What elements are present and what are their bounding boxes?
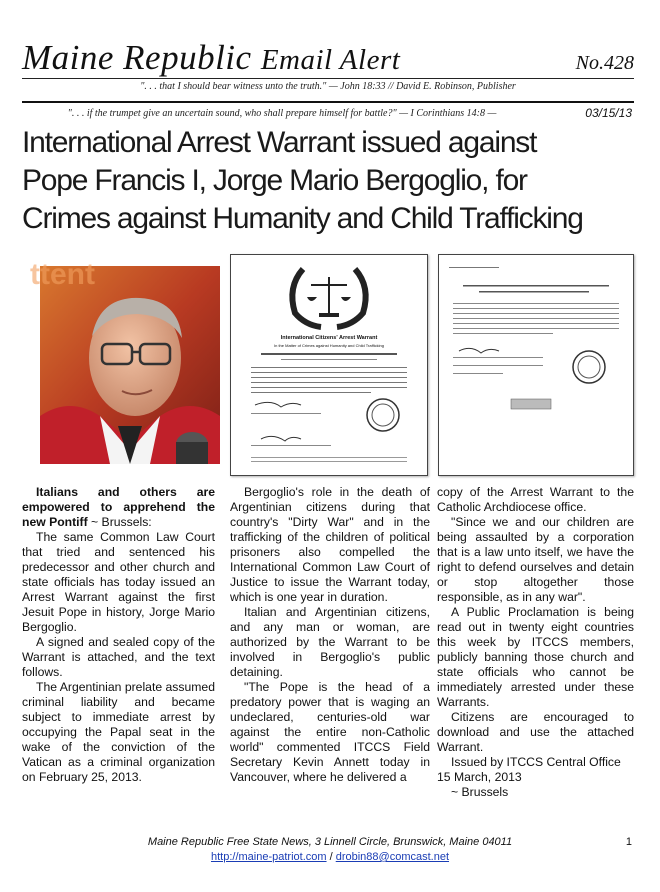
title-text: Maine Republic — [22, 38, 252, 77]
issue-date: 03/15/13 — [585, 106, 632, 120]
footer-address: Maine Republic Free State News, 3 Linnell Circle, Brunswick, Maine 04011 — [147, 836, 513, 848]
warrant-title: International Citizens' Arrest Warrant — [280, 335, 378, 341]
lead-paragraph — [22, 485, 215, 530]
masthead-quote: ". . . that I should bear witness unto the truth." — John 18:33 // David E. Robinson, Publisher — [140, 81, 516, 92]
paragraph: The Argentinian prelate assumed criminal liability and became subject to immediate arrest by occupying the Papal seat in the wake of the conviction of the Vatican as a criminal organization on February 25, 2013. — [22, 680, 215, 784]
email-link[interactable]: drobin88@comcast.net — [335, 851, 450, 863]
headline-line-3: Crimes against Humanity and Child Trafficking — [22, 202, 583, 235]
signoff-issuer: Issued by ITCCS Central Office — [451, 755, 621, 769]
article-column-2 — [230, 485, 430, 785]
headline-line-2: Pope Francis I, Jorge Mario Bergoglio, for — [22, 164, 527, 197]
article-column-3 — [437, 485, 634, 800]
svg-text:ttent: ttent — [30, 258, 95, 291]
epigraph-quote: ". . . if the trumpet give an uncertain sound, who shall prepare himself for battle?" — I Corinthians 14:8 — — [67, 108, 497, 119]
headline-line-1: International Arrest Warrant issued against — [22, 126, 537, 159]
issue-number: No.428 — [575, 52, 634, 74]
paragraph: "The Pope is the head of a predatory power that is waging an undeclared, centuries-old war against the entire non-Catholic world" commented ITCCS Field Secretary Kevin Annett today in Vancouver, where he delivered a — [230, 680, 430, 784]
paragraph: Italian and Argentinian citizens, and any man or woman, are authorized by the Warrant to be involved in Bergoglio's public detaining. — [230, 605, 430, 679]
link-separator: / — [326, 851, 336, 863]
paragraph: copy of the Arrest Warrant to the Catholic Archdiocese office. — [437, 485, 634, 514]
warrant-subtitle: In the Matter of Crimes against Humanity and Child Trafficking — [274, 343, 384, 348]
portrait-illustration — [30, 258, 220, 464]
cover-page-illustration — [439, 255, 633, 475]
footer-links — [0, 851, 660, 863]
website-link[interactable]: http://maine-patriot.com — [210, 851, 327, 863]
paragraph: A Public Proclamation is being read out in twenty eight countries this week by ITCCS members, publicly banning those church and state officials who cannot be immediately arrested under these Warrants. — [437, 605, 634, 709]
lead-dateline: ~ Brussels: — [87, 515, 152, 529]
masthead — [22, 38, 634, 80]
warrant-cover-document — [438, 254, 634, 476]
arrest-warrant-document — [230, 254, 428, 476]
paragraph: The same Common Law Court that tried and sentenced his predecessor and other church and state officials has today issued an Arrest Warrant against the first Jesuit Pope in history, Jorge Mario Bergoglio. — [22, 530, 215, 634]
paragraph: Citizens are encouraged to download and use the attached Warrant. — [437, 710, 634, 754]
page-number: 1 — [625, 836, 632, 848]
signoff-date: 15 March, 2013 — [437, 770, 522, 784]
signoff-place: ~ Brussels — [451, 785, 509, 799]
subtitle-text: Email Alert — [260, 44, 401, 76]
paragraph: "Since we and our children are being assaulted by a corporation that is a law unto itself, we have the right to defend ourselves and detain or stop altogether those responsible, as in any war". — [437, 515, 634, 604]
publication-title — [22, 38, 634, 80]
masthead-rule — [22, 101, 634, 103]
warrant-emblem-icon — [231, 255, 427, 475]
top-rule — [22, 78, 634, 79]
lead-bold: Italians and others are empowered to apprehend the new Pontiff — [22, 485, 215, 529]
headline — [22, 124, 642, 238]
paragraph: A signed and sealed copy of the Warrant is attached, and the text follows. — [22, 635, 215, 679]
pope-photo — [30, 258, 220, 464]
paragraph: Bergoglio's role in the death of Argentinian citizens during that country's "Dirty War" and in the trafficking of the children of political prisoners also compelled the International Common Law Court of Justice to issue the Warrant today, which is one year in duration. — [230, 485, 430, 604]
article-column-1 — [22, 485, 215, 785]
